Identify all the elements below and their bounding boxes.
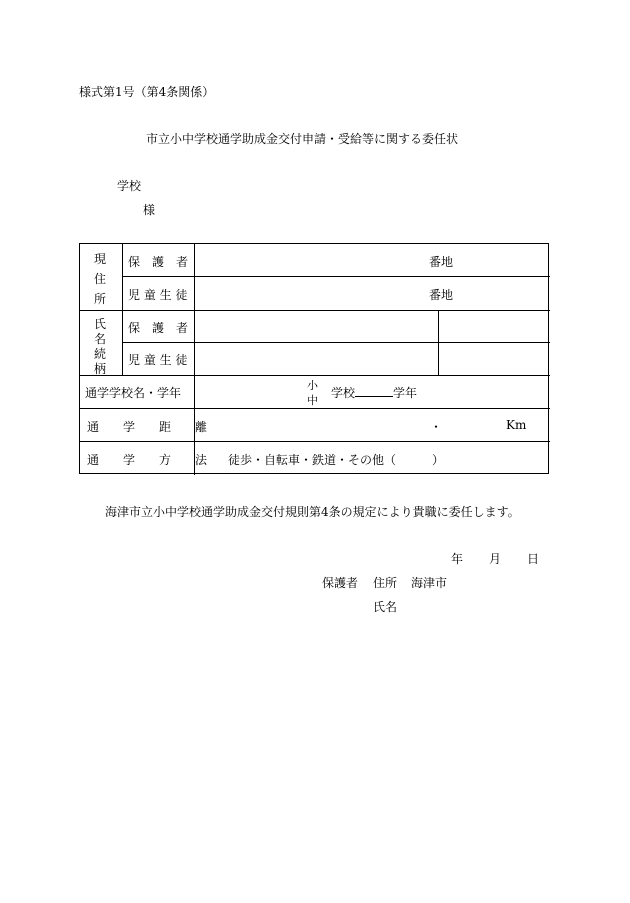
row-divider (80, 441, 550, 442)
form-number: 様式第1号（第4条関係） (79, 85, 215, 99)
name-student-label: 児 童 生 徒 (128, 353, 188, 367)
row-divider (122, 276, 550, 277)
address-student-label: 児 童 生 徒 (128, 288, 188, 302)
addressee-school: 学校 (117, 179, 142, 193)
col-divider (438, 310, 439, 375)
signature-address-label: 住所 (373, 576, 398, 590)
name-header-char: 続 (94, 347, 107, 361)
date-year: 年 (451, 552, 464, 566)
school-suffix: 学校 (331, 386, 356, 400)
school-row-school (331, 384, 417, 401)
application-table (79, 243, 549, 474)
school-type-junior-high: 中 (307, 394, 318, 407)
delegation-statement: 海津市立小中学校通学助成金交付規則第4条の規定により貴職に委任します。 (105, 505, 520, 519)
document-title: 市立小中学校通学助成金交付申請・受給等に関する委任状 (146, 132, 459, 146)
name-header-char: 柄 (94, 362, 107, 376)
address-guardian-suffix: 番地 (429, 255, 454, 269)
address-student-suffix: 番地 (429, 288, 454, 302)
col-divider (122, 244, 123, 375)
method-options: 徒歩・自転車・鉄道・その他（ ） (228, 453, 445, 467)
grade-suffix: 学年 (393, 386, 418, 400)
name-header-char: 名 (94, 332, 107, 346)
distance-unit: Km (506, 418, 527, 432)
name-header-char: 氏 (94, 317, 107, 331)
signature-name-label: 氏名 (373, 600, 398, 614)
distance-row-label: 通 学 距 離 (87, 420, 208, 434)
method-row-label: 通 学 方 法 (87, 453, 208, 467)
row-divider (80, 310, 550, 311)
name-guardian-label: 保 護 者 (128, 321, 189, 335)
date-month: 月 (489, 552, 502, 566)
col-divider (194, 244, 195, 475)
address-header-char: 現 (94, 252, 107, 266)
signature-city: 海津市 (411, 576, 448, 590)
date-day: 日 (527, 552, 540, 566)
school-row-label: 通学学校名・学年 (85, 386, 182, 400)
distance-decimal-dot: ・ (430, 420, 443, 434)
address-guardian-label: 保 護 者 (128, 255, 189, 269)
row-divider (80, 408, 550, 409)
address-header-char: 所 (94, 292, 107, 306)
address-header-char: 住 (94, 272, 107, 286)
signature-guardian-label: 保護者 (322, 576, 359, 590)
grade-blank-line (355, 386, 393, 397)
row-divider (80, 375, 550, 376)
row-divider (122, 342, 550, 343)
school-type-elementary: 小 (307, 379, 318, 392)
addressee-honorific: 様 (143, 203, 156, 217)
